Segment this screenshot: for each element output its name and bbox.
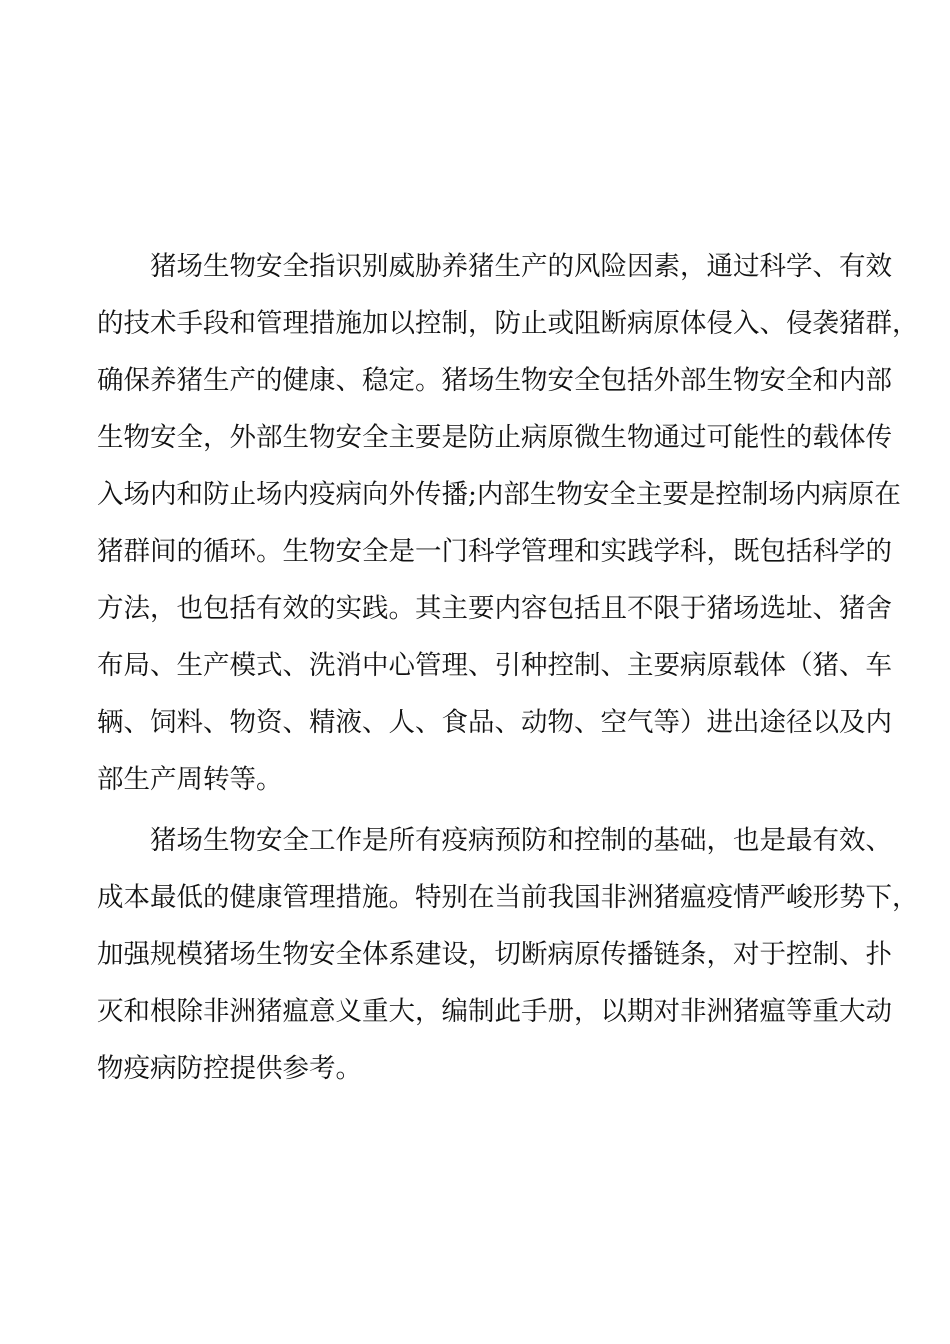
paragraph-2 [97,812,919,1097]
text-line: 灭和根除非洲猪瘟意义重大，编制此手册，以期对非洲猪瘟等重大动 [97,996,892,1027]
text-line: 的技术手段和管理措施加以控制，防止或阻断病原体侵入、侵袭猪群， [97,308,919,339]
document-body [97,238,919,1097]
text-line: 生物安全，外部生物安全主要是防止病原微生物通过可能性的载体传 [97,422,892,453]
text-line: 入场内和防止场内疫病向外传播;内部生物安全主要是控制场内病原在 [97,479,901,510]
text-line: 猪群间的循环。生物安全是一门科学管理和实践学科，既包括科学的 [97,536,892,567]
paragraph-1 [97,238,919,808]
text-line: 辆、饲料、物资、精液、人、食品、动物、空气等）进出途径以及内 [97,707,892,738]
text-line: 物疫病防控提供参考。 [97,1053,362,1084]
text-line: 方法，也包括有效的实践。其主要内容包括且不限于猪场选址、猪舍 [97,593,892,624]
text-line: 猪场生物安全指识别威胁养猪生产的风险因素，通过科学、有效 [150,251,892,282]
text-line: 布局、生产模式、洗消中心管理、引种控制、主要病原载体（猪、车 [97,650,892,681]
text-line: 确保养猪生产的健康、稳定。猪场生物安全包括外部生物安全和内部 [97,365,892,396]
text-line: 猪场生物安全工作是所有疫病预防和控制的基础，也是最有效、 [150,825,892,856]
text-line: 部生产周转等。 [97,764,283,795]
text-line: 加强规模猪场生物安全体系建设，切断病原传播链条，对于控制、扑 [97,939,892,970]
text-line: 成本最低的健康管理措施。特别在当前我国非洲猪瘟疫情严峻形势下， [97,882,919,913]
